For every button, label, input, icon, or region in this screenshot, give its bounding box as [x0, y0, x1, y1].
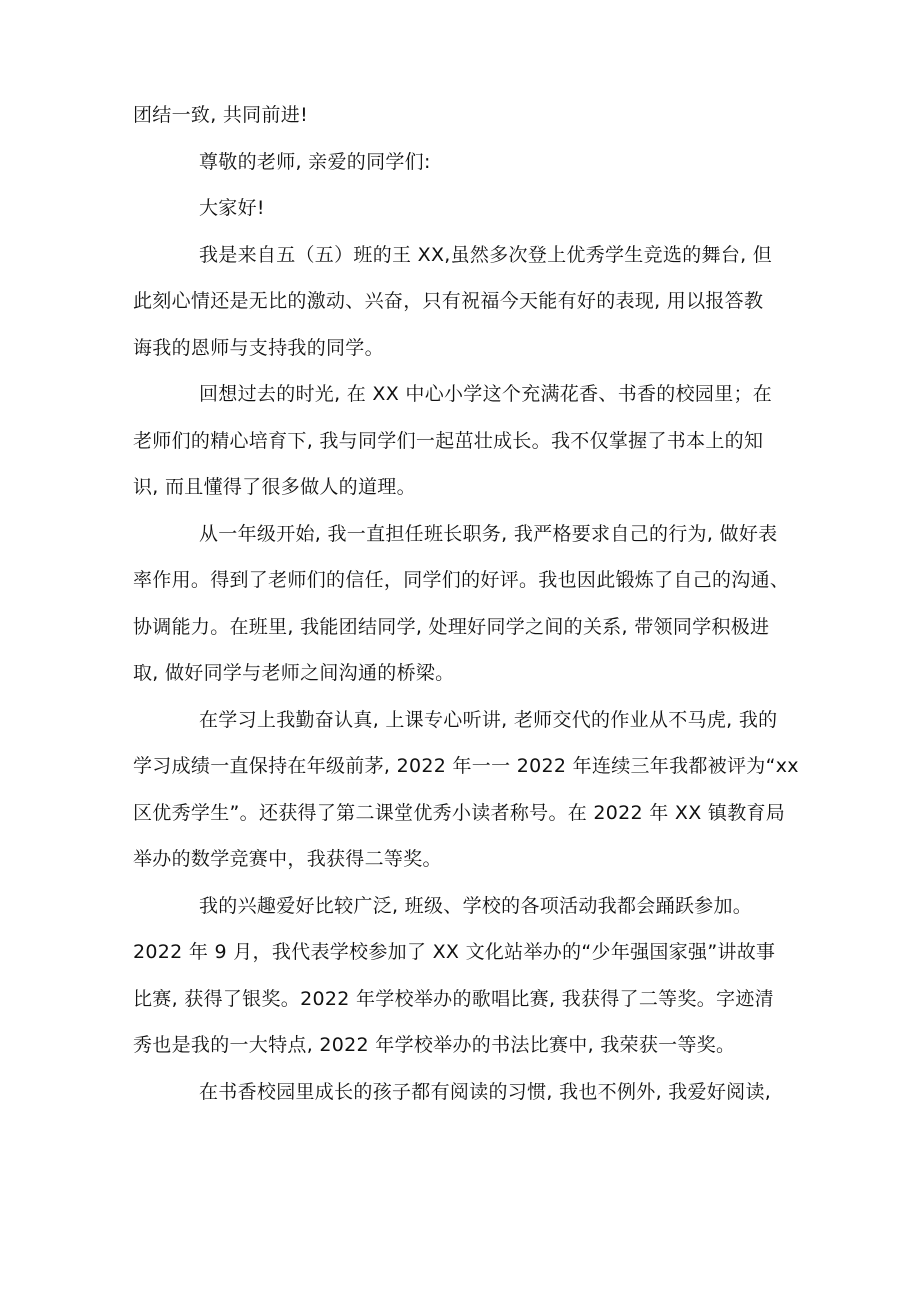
text-line: 我的兴趣爱好比较广泛, 班级、学校的各项活动我都会踊跃参加。	[199, 894, 753, 917]
paragraph-hobbies	[133, 883, 797, 1069]
text-line: 大家好!	[199, 197, 265, 219]
text-line: 此刻心情还是无比的激动、兴奋，只有祝福今天能有好的表现, 用以报答教	[133, 290, 764, 312]
text-line: 尊敬的老师, 亲爱的同学们:	[199, 150, 431, 173]
document-body	[133, 92, 797, 1115]
text-line: 老师们的精心培育下, 我与同学们一起茁壮成长。我不仅掌握了书本上的知	[133, 429, 764, 452]
text-line: 举办的数学竞赛中，我获得二等奖。	[133, 848, 442, 870]
paragraph-study	[133, 697, 797, 883]
text-line: 在学习上我勤奋认真, 上课专心听讲, 老师交代的作业从不马虎, 我的	[199, 708, 778, 731]
text-line: 区优秀学生”。还获得了第二课堂优秀小读者称号。在 2022 年 XX 镇教育局	[133, 801, 786, 824]
text-line: 2022 年 9 月，我代表学校参加了 XX 文化站举办的“少年强国家强”讲故事	[133, 941, 776, 963]
paragraph-school-memories	[133, 371, 797, 511]
paragraph-class-monitor	[133, 511, 797, 697]
paragraph-introduction	[133, 232, 797, 372]
paragraph-closing-slogan	[133, 92, 797, 139]
text-line: 秀也是我的一大特点, 2022 年学校举办的书法比赛中, 我荣获一等奖。	[133, 1034, 736, 1056]
paragraph-greeting	[133, 185, 797, 232]
text-line: 学习成绩一直保持在年级前茅, 2022 年一一 2022 年连续三年我都被评为“xx	[133, 755, 799, 777]
text-line: 协调能力。在班里, 我能团结同学, 处理好同学之间的关系, 带领同学积极进	[133, 615, 770, 638]
text-line: 我是来自五（五）班的王 XX,虽然多次登上优秀学生竞选的舞台, 但	[199, 243, 773, 266]
text-line: 率作用。得到了老师们的信任，同学们的好评。我也因此锻炼了自己的沟通、	[133, 569, 790, 591]
text-line: 回想过去的时光, 在 XX 中心小学这个充满花香、书香的校园里；在	[199, 383, 773, 405]
text-line: 诲我的恩师与支持我的同学。	[133, 336, 384, 359]
text-line: 比赛, 获得了银奖。2022 年学校举办的歌唱比赛, 我获得了二等奖。字迹清	[133, 987, 774, 1010]
paragraph-reading	[133, 1069, 797, 1116]
text-line: 团结一致, 共同前进!	[133, 104, 308, 126]
paragraph-salutation	[133, 139, 797, 186]
text-line: 在书香校园里成长的孩子都有阅读的习惯, 我也不例外, 我爱好阅读,	[199, 1080, 772, 1103]
text-line: 取, 做好同学与老师之间沟通的桥梁。	[133, 662, 455, 684]
text-line: 从一年级开始, 我一直担任班长职务, 我严格要求自己的行为, 做好表	[199, 522, 778, 545]
text-line: 识, 而且懂得了很多做人的道理。	[133, 476, 416, 498]
